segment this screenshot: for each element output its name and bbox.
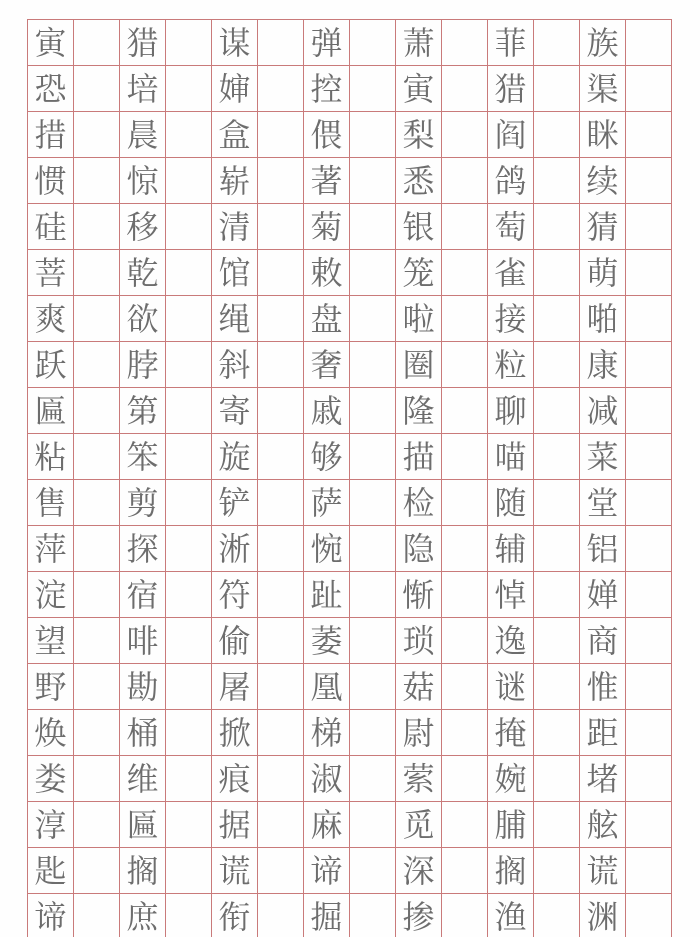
character-cell: 寄 (212, 388, 258, 434)
blank-practice-cell (534, 20, 580, 66)
blank-practice-cell (350, 894, 396, 937)
character-cell: 隆 (396, 388, 442, 434)
blank-practice-cell (626, 20, 672, 66)
blank-practice-cell (166, 342, 212, 388)
character-cell: 谛 (28, 894, 74, 937)
blank-practice-cell (442, 250, 488, 296)
character-cell: 隐 (396, 526, 442, 572)
character-cell: 匾 (28, 388, 74, 434)
blank-practice-cell (350, 848, 396, 894)
character-cell: 焕 (28, 710, 74, 756)
character-cell: 阎 (488, 112, 534, 158)
blank-practice-cell (626, 204, 672, 250)
character-cell: 菩 (28, 250, 74, 296)
character-cell: 掀 (212, 710, 258, 756)
blank-practice-cell (166, 66, 212, 112)
character-cell: 晨 (120, 112, 166, 158)
character-cell: 淑 (304, 756, 350, 802)
blank-practice-cell (258, 802, 304, 848)
character-cell: 圈 (396, 342, 442, 388)
blank-practice-cell (350, 20, 396, 66)
character-cell: 惯 (28, 158, 74, 204)
blank-practice-cell (534, 756, 580, 802)
blank-practice-cell (258, 250, 304, 296)
character-cell: 移 (120, 204, 166, 250)
character-cell: 笨 (120, 434, 166, 480)
character-cell: 盒 (212, 112, 258, 158)
blank-practice-cell (350, 250, 396, 296)
blank-practice-cell (258, 572, 304, 618)
character-cell: 续 (580, 158, 626, 204)
character-cell: 梨 (396, 112, 442, 158)
blank-practice-cell (166, 112, 212, 158)
character-cell: 尉 (396, 710, 442, 756)
blank-practice-cell (626, 710, 672, 756)
character-cell: 猜 (580, 204, 626, 250)
blank-practice-cell (534, 848, 580, 894)
blank-practice-cell (74, 20, 120, 66)
blank-practice-cell (258, 894, 304, 937)
blank-practice-cell (166, 250, 212, 296)
blank-practice-cell (626, 342, 672, 388)
character-cell: 斜 (212, 342, 258, 388)
character-cell: 控 (304, 66, 350, 112)
character-cell: 谋 (212, 20, 258, 66)
character-cell: 逸 (488, 618, 534, 664)
blank-practice-cell (350, 480, 396, 526)
character-cell: 萦 (396, 756, 442, 802)
blank-practice-cell (442, 572, 488, 618)
character-cell: 渔 (488, 894, 534, 937)
blank-practice-cell (534, 710, 580, 756)
character-cell: 欲 (120, 296, 166, 342)
blank-practice-cell (626, 894, 672, 937)
character-cell: 婉 (488, 756, 534, 802)
blank-practice-cell (350, 66, 396, 112)
character-cell: 眯 (580, 112, 626, 158)
blank-practice-cell (258, 388, 304, 434)
character-cell: 堂 (580, 480, 626, 526)
character-cell: 商 (580, 618, 626, 664)
character-cell: 清 (212, 204, 258, 250)
blank-practice-cell (350, 434, 396, 480)
blank-practice-cell (74, 618, 120, 664)
character-cell: 萨 (304, 480, 350, 526)
blank-practice-cell (534, 296, 580, 342)
blank-practice-cell (534, 204, 580, 250)
character-cell: 惊 (120, 158, 166, 204)
character-cell: 悼 (488, 572, 534, 618)
blank-practice-cell (350, 572, 396, 618)
blank-practice-cell (258, 710, 304, 756)
character-cell: 菜 (580, 434, 626, 480)
character-cell: 雀 (488, 250, 534, 296)
character-cell: 趾 (304, 572, 350, 618)
character-cell: 琐 (396, 618, 442, 664)
blank-practice-cell (350, 342, 396, 388)
character-cell: 掘 (304, 894, 350, 937)
blank-practice-cell (442, 664, 488, 710)
blank-practice-cell (534, 250, 580, 296)
character-cell: 爽 (28, 296, 74, 342)
character-cell: 匙 (28, 848, 74, 894)
character-cell: 菊 (304, 204, 350, 250)
character-cell: 掺 (396, 894, 442, 937)
blank-practice-cell (442, 66, 488, 112)
character-cell: 萄 (488, 204, 534, 250)
blank-practice-cell (626, 250, 672, 296)
blank-practice-cell (258, 526, 304, 572)
blank-practice-cell (534, 112, 580, 158)
character-cell: 偷 (212, 618, 258, 664)
blank-practice-cell (534, 894, 580, 937)
blank-practice-cell (626, 112, 672, 158)
blank-practice-cell (350, 756, 396, 802)
blank-practice-cell (258, 112, 304, 158)
character-cell: 铝 (580, 526, 626, 572)
blank-practice-cell (534, 480, 580, 526)
blank-practice-cell (534, 434, 580, 480)
character-cell: 维 (120, 756, 166, 802)
character-cell: 粘 (28, 434, 74, 480)
character-cell: 措 (28, 112, 74, 158)
character-cell: 宿 (120, 572, 166, 618)
blank-practice-cell (350, 112, 396, 158)
blank-practice-cell (258, 296, 304, 342)
character-cell: 符 (212, 572, 258, 618)
blank-practice-cell (166, 20, 212, 66)
blank-practice-cell (442, 480, 488, 526)
blank-practice-cell (166, 158, 212, 204)
character-cell: 铲 (212, 480, 258, 526)
blank-practice-cell (74, 894, 120, 937)
character-cell: 萧 (396, 20, 442, 66)
character-cell: 硅 (28, 204, 74, 250)
blank-practice-cell (258, 848, 304, 894)
blank-practice-cell (350, 526, 396, 572)
blank-practice-cell (258, 480, 304, 526)
blank-practice-cell (258, 756, 304, 802)
character-cell: 菇 (396, 664, 442, 710)
character-cell: 淀 (28, 572, 74, 618)
blank-practice-cell (74, 664, 120, 710)
blank-practice-cell (74, 296, 120, 342)
blank-practice-cell (534, 158, 580, 204)
character-cell: 娄 (28, 756, 74, 802)
character-cell: 谜 (488, 664, 534, 710)
character-cell: 屠 (212, 664, 258, 710)
character-cell: 接 (488, 296, 534, 342)
blank-practice-cell (442, 434, 488, 480)
blank-practice-cell (258, 434, 304, 480)
character-cell: 馆 (212, 250, 258, 296)
blank-practice-cell (166, 802, 212, 848)
character-cell: 萎 (304, 618, 350, 664)
character-cell: 惭 (396, 572, 442, 618)
character-cell: 萍 (28, 526, 74, 572)
blank-practice-cell (166, 848, 212, 894)
character-cell: 偎 (304, 112, 350, 158)
character-cell: 猎 (120, 20, 166, 66)
blank-practice-cell (74, 572, 120, 618)
blank-practice-cell (442, 296, 488, 342)
blank-practice-cell (442, 342, 488, 388)
blank-practice-cell (166, 756, 212, 802)
character-cell: 谎 (212, 848, 258, 894)
character-cell: 崭 (212, 158, 258, 204)
character-cell: 鸽 (488, 158, 534, 204)
character-cell: 衔 (212, 894, 258, 937)
character-cell: 觅 (396, 802, 442, 848)
blank-practice-cell (442, 848, 488, 894)
blank-practice-cell (442, 112, 488, 158)
blank-practice-cell (442, 802, 488, 848)
character-cell: 啪 (580, 296, 626, 342)
character-cell: 掩 (488, 710, 534, 756)
blank-practice-cell (258, 158, 304, 204)
character-cell: 啦 (396, 296, 442, 342)
blank-practice-cell (258, 66, 304, 112)
blank-practice-cell (442, 756, 488, 802)
character-cell: 淳 (28, 802, 74, 848)
character-cell: 梯 (304, 710, 350, 756)
blank-practice-cell (350, 204, 396, 250)
character-cell: 痕 (212, 756, 258, 802)
blank-practice-cell (74, 802, 120, 848)
blank-practice-cell (350, 618, 396, 664)
character-cell: 旋 (212, 434, 258, 480)
character-cell: 探 (120, 526, 166, 572)
character-cell: 婶 (212, 66, 258, 112)
character-cell: 恐 (28, 66, 74, 112)
character-cell: 麻 (304, 802, 350, 848)
character-cell: 惋 (304, 526, 350, 572)
blank-practice-cell (534, 388, 580, 434)
character-cell: 族 (580, 20, 626, 66)
blank-practice-cell (442, 526, 488, 572)
blank-practice-cell (258, 618, 304, 664)
blank-practice-cell (258, 342, 304, 388)
blank-practice-cell (350, 664, 396, 710)
blank-practice-cell (626, 526, 672, 572)
blank-practice-cell (626, 388, 672, 434)
blank-practice-cell (626, 802, 672, 848)
character-cell: 凰 (304, 664, 350, 710)
character-cell: 寅 (28, 20, 74, 66)
character-cell: 脯 (488, 802, 534, 848)
character-cell: 检 (396, 480, 442, 526)
character-cell: 距 (580, 710, 626, 756)
character-cell: 勘 (120, 664, 166, 710)
blank-practice-cell (258, 20, 304, 66)
blank-practice-cell (442, 710, 488, 756)
blank-practice-cell (350, 710, 396, 756)
blank-practice-cell (166, 618, 212, 664)
character-cell: 搁 (120, 848, 166, 894)
character-cell: 谛 (304, 848, 350, 894)
character-cell: 粒 (488, 342, 534, 388)
character-cell: 第 (120, 388, 166, 434)
blank-practice-cell (350, 158, 396, 204)
blank-practice-cell (534, 572, 580, 618)
blank-practice-cell (74, 756, 120, 802)
character-cell: 渠 (580, 66, 626, 112)
character-cell: 剪 (120, 480, 166, 526)
character-cell: 萌 (580, 250, 626, 296)
blank-practice-cell (166, 572, 212, 618)
blank-practice-cell (626, 296, 672, 342)
character-cell: 据 (212, 802, 258, 848)
blank-practice-cell (534, 526, 580, 572)
character-cell: 脖 (120, 342, 166, 388)
blank-practice-cell (626, 66, 672, 112)
blank-practice-cell (442, 204, 488, 250)
blank-practice-cell (258, 664, 304, 710)
character-cell: 售 (28, 480, 74, 526)
character-cell: 匾 (120, 802, 166, 848)
blank-practice-cell (74, 342, 120, 388)
character-cell: 喵 (488, 434, 534, 480)
character-cell: 搁 (488, 848, 534, 894)
blank-practice-cell (74, 848, 120, 894)
character-cell: 减 (580, 388, 626, 434)
blank-practice-cell (74, 388, 120, 434)
character-cell: 乾 (120, 250, 166, 296)
character-cell: 够 (304, 434, 350, 480)
character-cell: 培 (120, 66, 166, 112)
character-cell: 望 (28, 618, 74, 664)
blank-practice-cell (74, 710, 120, 756)
blank-practice-cell (74, 112, 120, 158)
blank-practice-cell (258, 204, 304, 250)
character-cell: 野 (28, 664, 74, 710)
blank-practice-cell (74, 158, 120, 204)
character-cell: 猎 (488, 66, 534, 112)
blank-practice-cell (166, 434, 212, 480)
character-cell: 惟 (580, 664, 626, 710)
blank-practice-cell (74, 480, 120, 526)
character-grid (27, 19, 672, 937)
character-cell: 随 (488, 480, 534, 526)
character-cell: 淅 (212, 526, 258, 572)
character-cell: 著 (304, 158, 350, 204)
character-cell: 描 (396, 434, 442, 480)
blank-practice-cell (166, 664, 212, 710)
character-cell: 庶 (120, 894, 166, 937)
blank-practice-cell (350, 388, 396, 434)
blank-practice-cell (626, 848, 672, 894)
blank-practice-cell (442, 20, 488, 66)
blank-practice-cell (442, 618, 488, 664)
character-cell: 寅 (396, 66, 442, 112)
blank-practice-cell (74, 434, 120, 480)
blank-practice-cell (442, 388, 488, 434)
blank-practice-cell (626, 434, 672, 480)
blank-practice-cell (166, 526, 212, 572)
character-cell: 婵 (580, 572, 626, 618)
character-cell: 谎 (580, 848, 626, 894)
blank-practice-cell (626, 618, 672, 664)
character-cell: 菲 (488, 20, 534, 66)
character-cell: 啡 (120, 618, 166, 664)
character-cell: 聊 (488, 388, 534, 434)
character-cell: 辅 (488, 526, 534, 572)
character-cell: 桶 (120, 710, 166, 756)
character-cell: 笼 (396, 250, 442, 296)
blank-practice-cell (166, 388, 212, 434)
blank-practice-cell (626, 664, 672, 710)
blank-practice-cell (442, 158, 488, 204)
blank-practice-cell (166, 480, 212, 526)
character-cell: 银 (396, 204, 442, 250)
character-cell: 堵 (580, 756, 626, 802)
character-cell: 渊 (580, 894, 626, 937)
character-cell: 敕 (304, 250, 350, 296)
character-cell: 盘 (304, 296, 350, 342)
blank-practice-cell (74, 66, 120, 112)
character-cell: 康 (580, 342, 626, 388)
blank-practice-cell (534, 618, 580, 664)
blank-practice-cell (534, 802, 580, 848)
blank-practice-cell (442, 894, 488, 937)
blank-practice-cell (534, 342, 580, 388)
blank-practice-cell (626, 158, 672, 204)
blank-practice-cell (166, 204, 212, 250)
blank-practice-cell (534, 664, 580, 710)
blank-practice-cell (626, 480, 672, 526)
blank-practice-cell (166, 894, 212, 937)
blank-practice-cell (74, 250, 120, 296)
character-cell: 奢 (304, 342, 350, 388)
character-cell: 绳 (212, 296, 258, 342)
blank-practice-cell (166, 710, 212, 756)
blank-practice-cell (350, 296, 396, 342)
blank-practice-cell (74, 526, 120, 572)
character-cell: 戚 (304, 388, 350, 434)
blank-practice-cell (74, 204, 120, 250)
blank-practice-cell (626, 756, 672, 802)
character-cell: 弹 (304, 20, 350, 66)
character-cell: 深 (396, 848, 442, 894)
character-cell: 跃 (28, 342, 74, 388)
blank-practice-cell (350, 802, 396, 848)
character-cell: 舷 (580, 802, 626, 848)
blank-practice-cell (166, 296, 212, 342)
character-cell: 悉 (396, 158, 442, 204)
blank-practice-cell (626, 572, 672, 618)
blank-practice-cell (534, 66, 580, 112)
